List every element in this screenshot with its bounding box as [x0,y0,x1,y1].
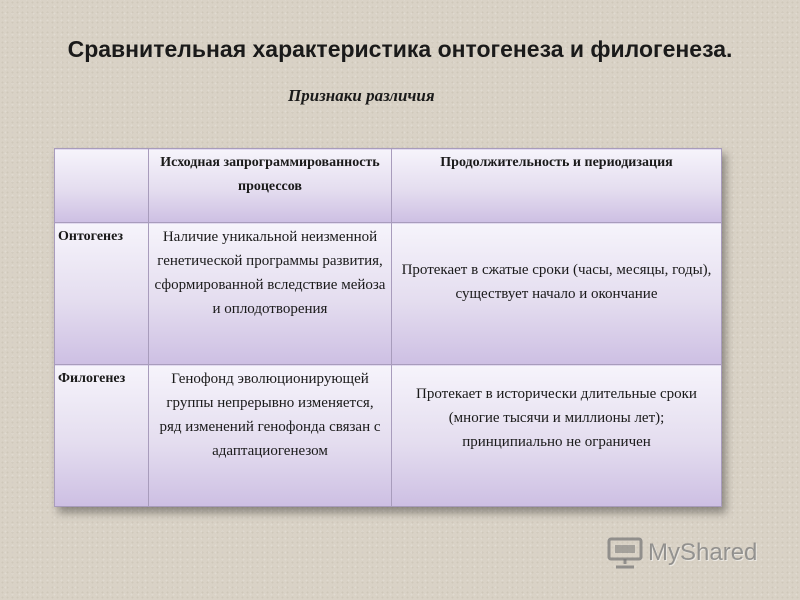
cell-ontogenesis-duration [392,223,722,365]
slide-subtitle: Признаки различия [288,86,435,105]
table-row [55,223,722,365]
table-header-row [55,149,722,223]
slide-title: Сравнительная характеристика онтогенеза и филогенеза. [67,36,733,62]
cell-phylogenesis-duration-text: Протекает в исторически длительные сроки (многие тысячи и миллионы лет); принципиально не ограничен [416,385,697,450]
cell-ontogenesis-programming: Наличие уникальной неизменной генетической программы развития, сформированной вследствие мейоза и оплодотворения [149,223,392,365]
header-cell-empty [55,149,149,223]
header-cell-duration: Продолжительность и периодизация [392,149,722,223]
watermark-logo [606,536,757,570]
cell-phylogenesis-duration [392,365,722,507]
row-label-phylogenesis: Филогенез [55,365,149,507]
row-label-ontogenesis: Онтогенез [55,223,149,365]
header-cell-programming: Исходная запрограммированность процессов [149,149,392,223]
table-row [55,365,722,507]
cell-phylogenesis-programming: Генофонд эволюционирующей группы непрерывно изменяется, ряд изменений генофонда связан с адаптациогенезом [149,365,392,507]
comparison-table [54,148,722,507]
cell-ontogenesis-duration-text: Протекает в сжатые сроки (часы, месяцы, годы), существует начало и окончание [401,261,712,302]
watermark-text: MyShared [648,539,758,566]
projector-screen-icon [606,536,644,570]
